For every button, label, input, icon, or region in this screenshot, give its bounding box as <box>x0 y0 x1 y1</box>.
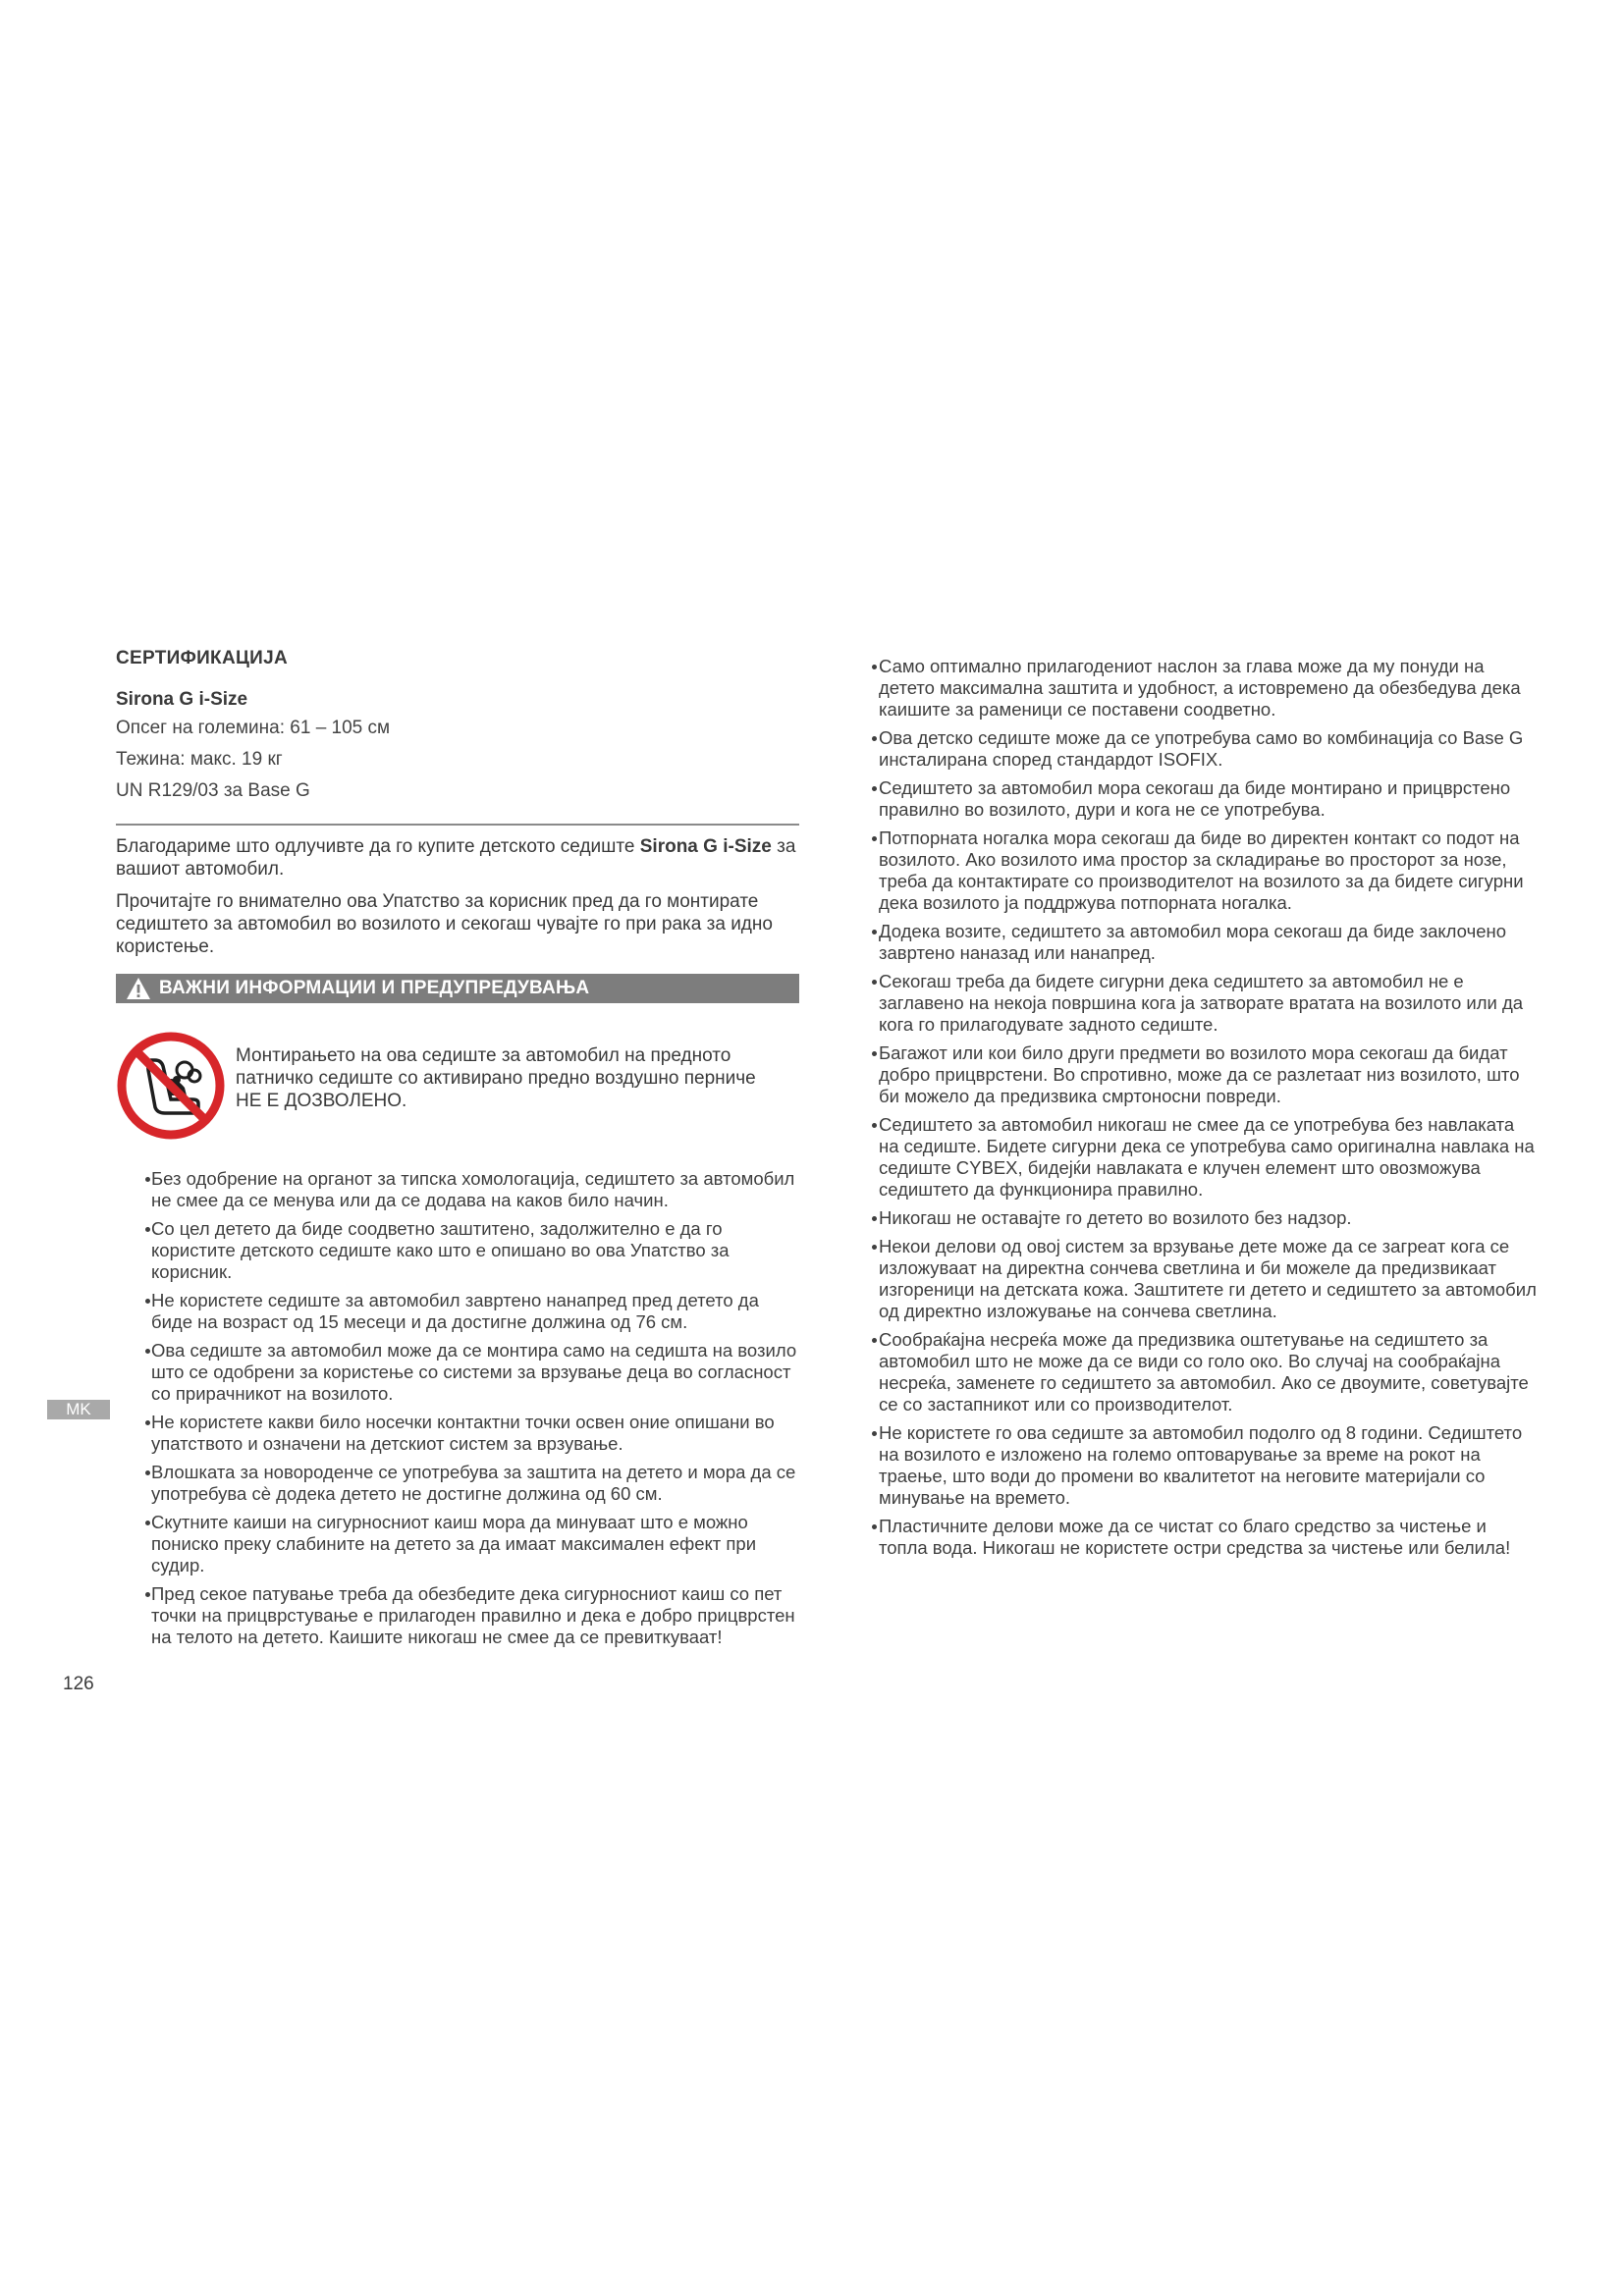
warning-triangle-icon <box>126 977 151 1000</box>
spec-regulation: UN R129/03 за Base G <box>116 780 310 801</box>
spec-size-range: Опсег на големина: 61 – 105 см <box>116 718 391 738</box>
list-item: Некои делови од овој систем за врзување дете може да се загреат кога се изложуваат на директна сончева светлина и би можеле да предизвикаат изгореници на детската кожа. Заштитете ги детето и седиштето за автомобил од директно изложување на сончева светлина. <box>871 1236 1539 1322</box>
intro-read-manual: Прочитајте го внимателно ова Упатство за корисник пред да го монтирате седиштето за автомобил во возилото и секогаш чувајте го при рака за идно користење. <box>116 891 773 957</box>
list-item: Ова седиште за автомобил може да се монтира само на седишта на возило што се одобрени за користење со системи за врзување деца во согласност со прирачникот на возилото. <box>116 1340 799 1405</box>
list-item: Ова детско седиште може да се употребува само во комбинација со Base G инсталирана според стандардот ISOFIX. <box>871 727 1539 771</box>
airbag-warning <box>116 1031 799 1141</box>
list-item: Не користете го ова седиште за автомобил подолго од 8 години. Седиштето на возилото е изложено на големо оптоварување за време на рокот на траење, што води до промени во квалитетот на неговите материјали со минување на времето. <box>871 1422 1539 1509</box>
airbag-warning-text: Монтирањето на ова седиште за автомобил на предното патничко седиште со активирано предно воздушно перниче НЕ Е ДОЗВОЛЕНО. <box>236 1045 756 1111</box>
list-item: Не користете какви било носечки контактни точки освен оние опишани во упатството и означени на детскиот систем за врзување. <box>116 1412 799 1455</box>
intro-thanks-product: Sirona G i-Size <box>639 836 772 857</box>
list-item: Секогаш треба да бидете сигурни дека седиштето за автомобил не е заглавено на некоја површина кога ја затворате вратата на возилото или да кога го прилагодувате задното седиште. <box>871 971 1539 1036</box>
right-column <box>871 656 1539 1566</box>
list-item: Никогаш не оставајте го детето во возилото без надзор. <box>871 1207 1539 1229</box>
product-name: Sirona G i-Size <box>116 689 248 710</box>
list-item: Не користете седиште за автомобил завртено нанапред пред детето да биде на возраст од 15 месеци и да достигне должина од 76 см. <box>116 1290 799 1333</box>
list-item: Багажот или кои било други предмети во возилото мора секогаш да бидат добро прицврстени. Во спротивно, може да се разлетаат низ возилото, што би можело да предизвика смртоносни повреди. <box>871 1042 1539 1107</box>
right-bullet-list <box>871 656 1539 1559</box>
list-item: Седиштето за автомобил мора секогаш да биде монтирано и прицврстено правилно во возилото, дури и кога не се употребува. <box>871 777 1539 821</box>
intro-thanks-before: Благодариме што одлучивте да го купите детското седиште <box>116 836 640 857</box>
list-item: Сообраќајна несреќа може да предизвика оштетување на седиштето за автомобил што не може да се види со голо око. Во случај на сообраќајна несреќа, заменете го седиштето за автомобил. Ако се двоумите, советувајте се со застапникот или со производителот. <box>871 1329 1539 1415</box>
list-item: Потпорната ногалка мора секогаш да биде во директен контакт со подот на возилото. Ако возилото има простор за складирање во просторот за нозе, треба да контактирате со производителот на возилото за да бидете сигурни дека возилото ја поддржува потпорната ногалка. <box>871 828 1539 914</box>
intro-thanks-after: за вашиот автомобил. <box>116 836 796 880</box>
intro-thanks <box>116 835 799 881</box>
list-item: Со цел детето да биде соодветно заштитено, задолжително е да го користите детското седиште како што е опишано во ова Упатство за корисник. <box>116 1218 799 1283</box>
list-item: Само оптимално прилагодениот наслон за глава може да му понуди на детето максимална заштита и удобност, а истовремено да обезбедува дека каишите за раменици се поставени соодветно. <box>871 656 1539 721</box>
certification-heading: СЕРТИФИКАЦИЈА <box>116 648 288 668</box>
list-item: Седиштето за автомобил никогаш не смее да се употребува без навлаката на седиште. Бидете сигурни дека се употребува само оригинална навлака на седиште CYBEX, бидејќи навлаката е клучен елемент што овозможува седиштето да функционира правилно. <box>871 1114 1539 1201</box>
list-item: Пластичните делови може да се чистат со благо средство за чистење и топла вода. Никогаш не користете остри средства за чистење или белила! <box>871 1516 1539 1559</box>
no-airbag-prohibition-icon <box>116 1031 226 1141</box>
warning-banner <box>116 974 799 1003</box>
list-item: Додека возите, седиштето за автомобил мора секогаш да биде заклочено завртено наназад или нанапред. <box>871 921 1539 964</box>
list-item: Без одобрение на органот за типска хомологација, седиштето за автомобил не смее да се менува или да се додава на каков било начин. <box>116 1168 799 1211</box>
left-bullet-list <box>116 1168 799 1648</box>
spec-weight: Тежина: макс. 19 кг <box>116 749 283 770</box>
page-number: 126 <box>63 1674 94 1694</box>
warning-banner-label: ВАЖНИ ИНФОРМАЦИИ И ПРЕДУПРЕДУВАЊА <box>159 978 590 998</box>
list-item: Скутните каиши на сигурносниот каиш мора да минуваат што е можно пониско преку слабините на детето за да имаат максимален ефект при судир. <box>116 1512 799 1576</box>
language-tab: MK <box>47 1400 110 1419</box>
list-item: Влошката за новороденче се употребува за заштита на детето и мора да се употребува сè додека детето не достигне должина од 60 см. <box>116 1462 799 1505</box>
list-item: Пред секое патување треба да обезбедите дека сигурносниот каиш со пет точки на прицврстување е прилагоден правилно и дека е добро прицврстен на телото на детето. Каишите никогаш не смее да се превиткуваат! <box>116 1583 799 1648</box>
section-divider <box>116 824 799 826</box>
left-column <box>116 648 799 1655</box>
